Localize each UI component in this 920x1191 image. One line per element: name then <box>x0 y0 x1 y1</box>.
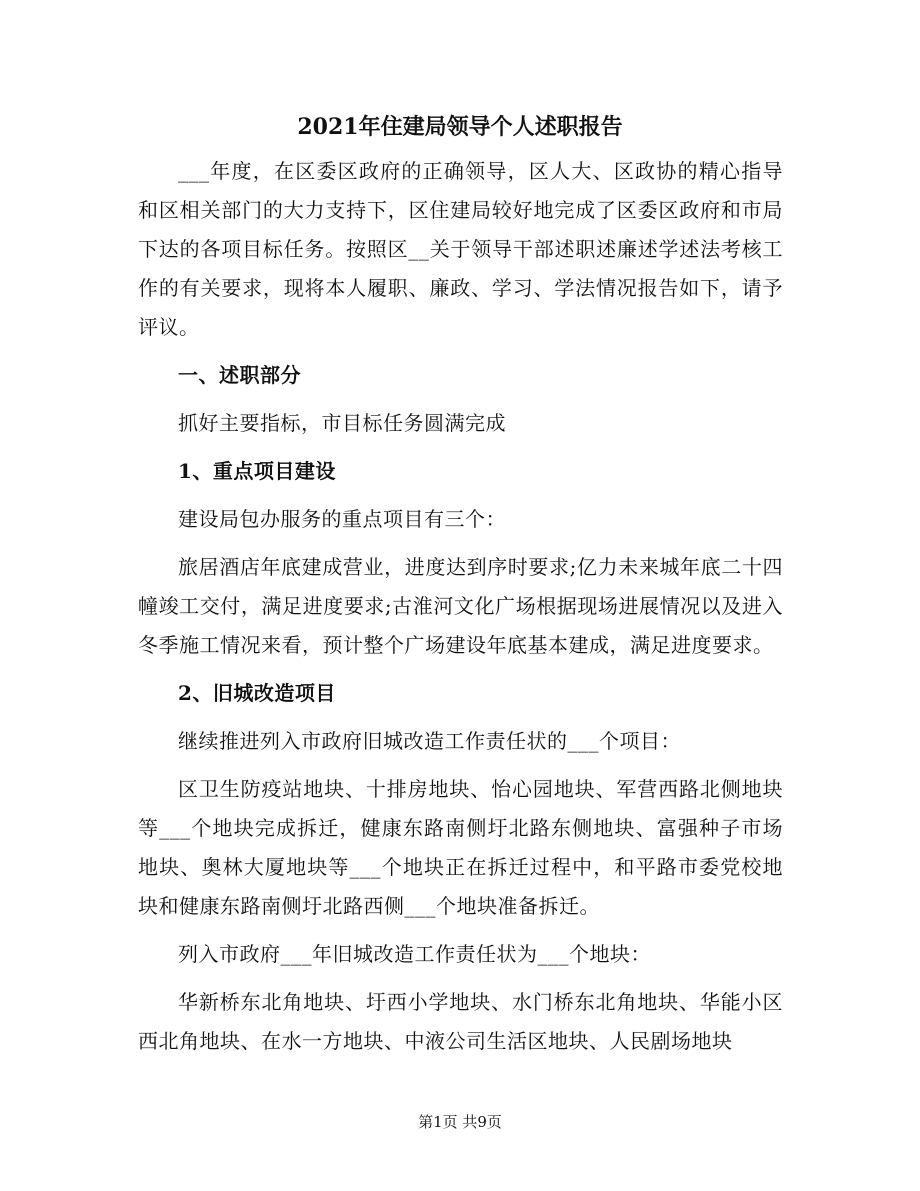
section-heading-report: 一、述职部分 <box>178 363 301 387</box>
summary-paragraph: 抓好主要指标，市目标任务圆满完成 <box>178 411 506 435</box>
renovation-intro: 继续推进列入市政府旧城改造工作责任状的___个项目： <box>178 729 681 753</box>
renovation-plan-detail: 华新桥东北角地块、圩西小学地块、水门桥东北角地块、华能小区西北角地块、在水一方地块、中液公司生活区地块、人民剧场地块 <box>138 990 783 1053</box>
document-title: 2021年住建局领导个人述职报告 <box>297 114 623 140</box>
intro-paragraph: ___年度，在区委区政府的正确领导，区人大、区政协的精心指导和区相关部门的大力支持下，区住建局较好地完成了区委区政府和市局下达的各项目标任务。按照区__关于领导干部述职述廉述学述法考核工作的有关要求，现将本人履职、廉政、学习、学法情况报告如下，请予评议。 <box>138 159 783 339</box>
subheading-key-projects: 1、重点项目建设 <box>178 459 336 483</box>
page-number: 第1页 共9页 <box>418 1113 502 1131</box>
key-projects-intro: 建设局包办服务的重点项目有三个： <box>178 507 506 531</box>
renovation-plan-intro: 列入市政府___年旧城改造工作责任状为___个地块： <box>178 942 651 966</box>
subheading-old-city-renovation: 2、旧城改造项目 <box>178 681 336 705</box>
renovation-detail: 区卫生防疫站地块、十排房地块、怡心园地块、军营西路北侧地块等___个地块完成拆迁，健康东路南侧圩北路东侧地块、富强种子市场地块、奥林大厦地块等___个地块正在拆迁过程中，和平路市委党校地块和健康东路南侧圩北路西侧___个地块准备拆迁。 <box>138 777 783 918</box>
key-projects-detail: 旅居酒店年底建成营业，进度达到序时要求;亿力未来城年底二十四幢竣工交付，满足进度要求;古淮河文化广场根据现场进展情况以及进入冬季施工情况来看，预计整个广场建设年底基本建成，满足进度要求。 <box>138 555 783 657</box>
document-body <box>138 152 783 1070</box>
